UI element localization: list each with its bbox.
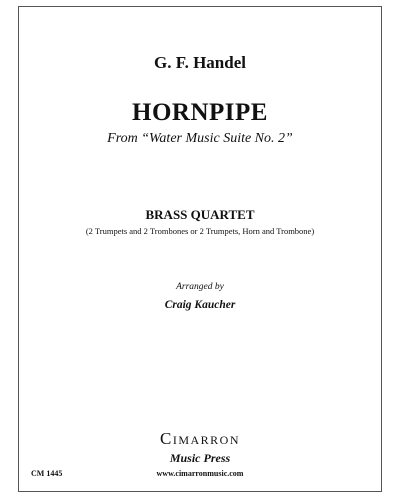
ensemble-name: BRASS QUARTET (145, 207, 255, 222)
score-cover-page (18, 6, 382, 492)
catalog-number: CM 1445 (31, 469, 63, 478)
arranged-by-label: Arranged by (176, 282, 224, 292)
publisher-logo-script: Music Press (169, 451, 231, 465)
publisher-website: www.cimarronmusic.com (156, 469, 244, 478)
piece-title: HORNPIPE (132, 99, 268, 126)
arranger-name: Craig Kaucher (164, 299, 236, 311)
instrumentation-note: (2 Trumpets and 2 Trombones or 2 Trumpets, Horn and Trombone) (85, 226, 315, 236)
piece-subtitle: From “Water Music Suite No. 2” (107, 131, 293, 146)
publisher-logo-name: Cimarron (159, 429, 240, 448)
composer-name: G. F. Handel (154, 53, 246, 72)
